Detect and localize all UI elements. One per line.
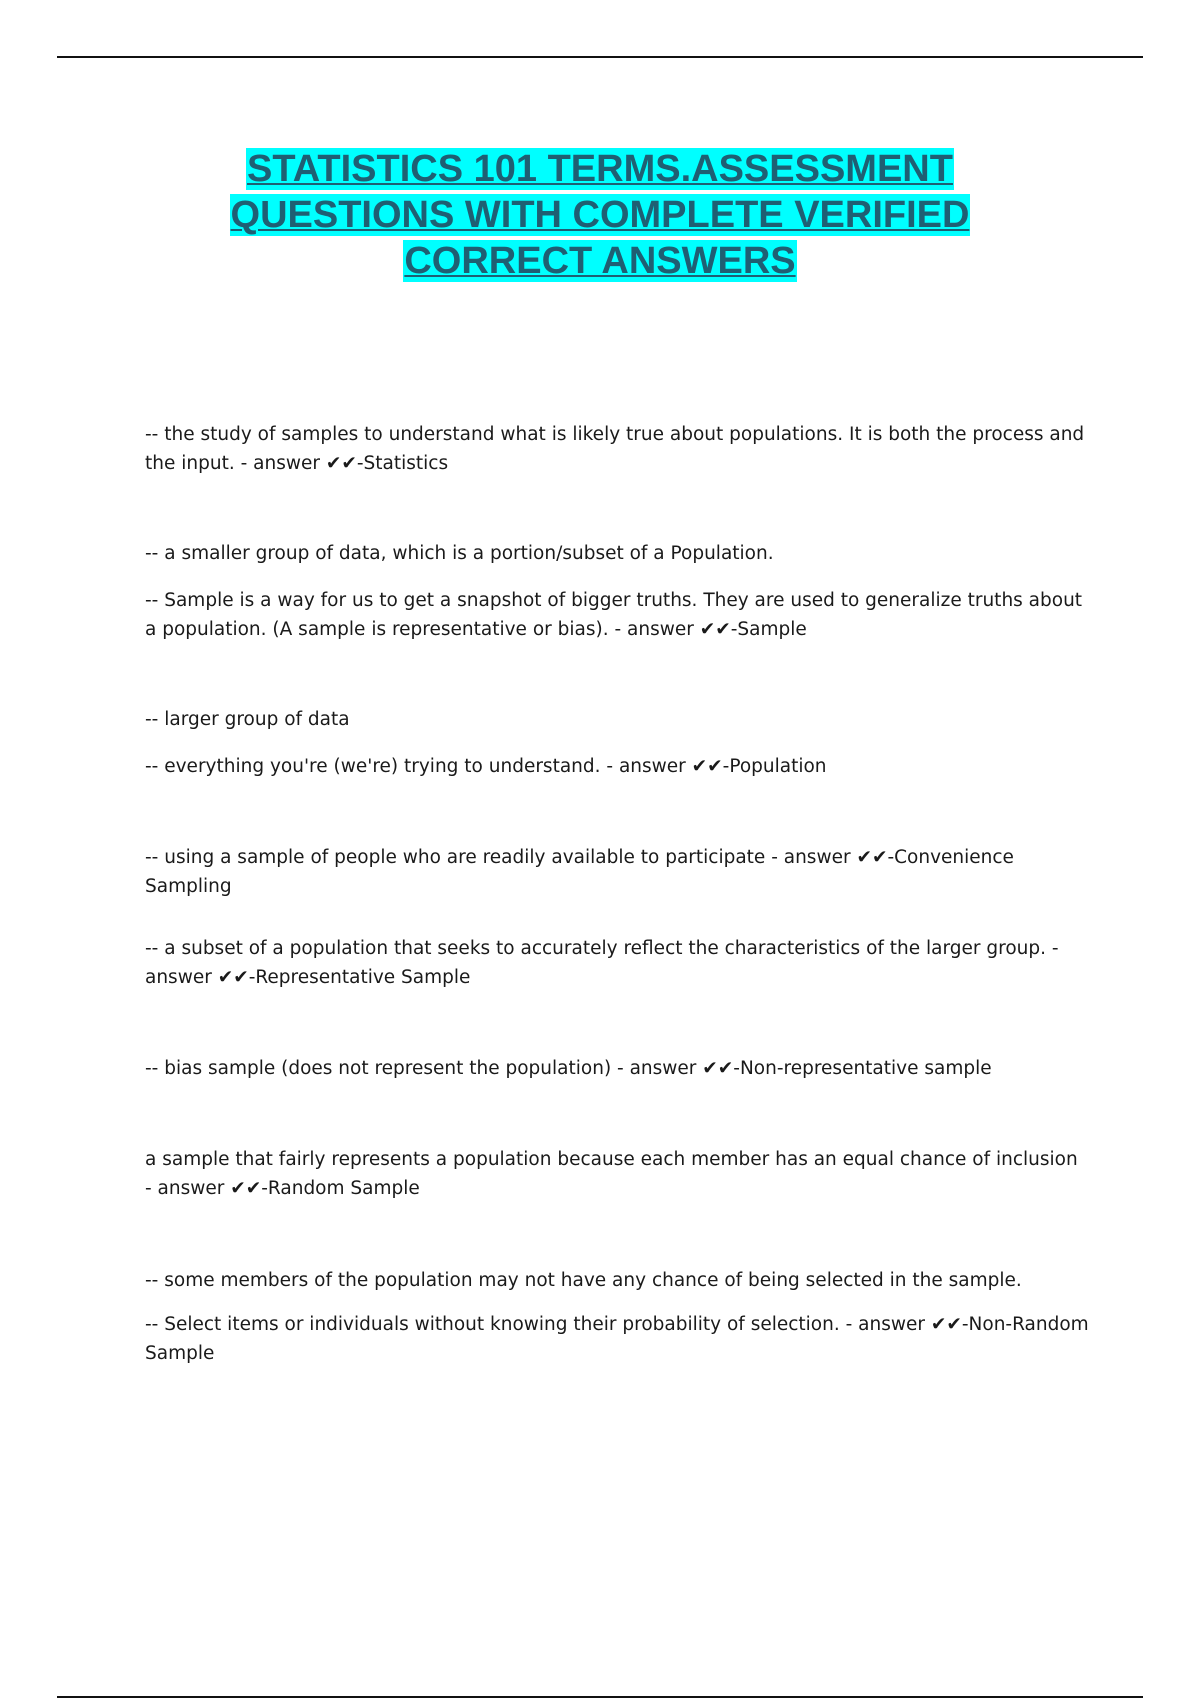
entry-population-definition-1: -- larger group of data [145,709,350,730]
entry-random-sample: a sample that fairly represents a population because each member has an equal chance of inclusion - answer ✔✔-Random Sample [145,1149,1078,1199]
title-line: QUESTIONS WITH COMPLETE VERIFIED [230,194,970,236]
entry-convenience-sampling: -- using a sample of people who are readily available to participate - answer ✔✔-Convenience Sampling [145,847,1014,897]
entry-population-definition-2: -- everything you're (we're) trying to understand. - answer ✔✔-Population [145,756,827,777]
entry-non-random-sample-2: -- Select items or individuals without knowing their probability of selection. - answer ✔✔-Non-Random Sample [145,1314,1089,1364]
title-line: STATISTICS 101 TERMS.ASSESSMENT [247,148,953,190]
top-rule [57,56,1143,58]
document-title [150,146,1050,284]
entry-sample-definition-1: -- a smaller group of data, which is a portion/subset of a Population. [145,543,774,564]
entry-representative-sample: -- a subset of a population that seeks to accurately reflect the characteristics of the larger group. - answer ✔✔-Representative Sample [145,938,1059,988]
entry-sample-definition-2: -- Sample is a way for us to get a snapshot of bigger truths. They are used to generalize truths about a population. (A sample is representative or bias). - answer ✔✔-Sample [145,590,1083,640]
entry-non-representative-sample: -- bias sample (does not represent the population) - answer ✔✔-Non-representative sample [145,1058,992,1079]
entry-non-random-sample-1: -- some members of the population may not have any chance of being selected in the sample. [145,1270,1022,1291]
entry-statistics-definition: -- the study of samples to understand what is likely true about populations. It is both the process and the input. - answer ✔✔-Statistics [145,424,1085,474]
bottom-rule [57,1696,1143,1698]
title-line: CORRECT ANSWERS [404,240,796,282]
